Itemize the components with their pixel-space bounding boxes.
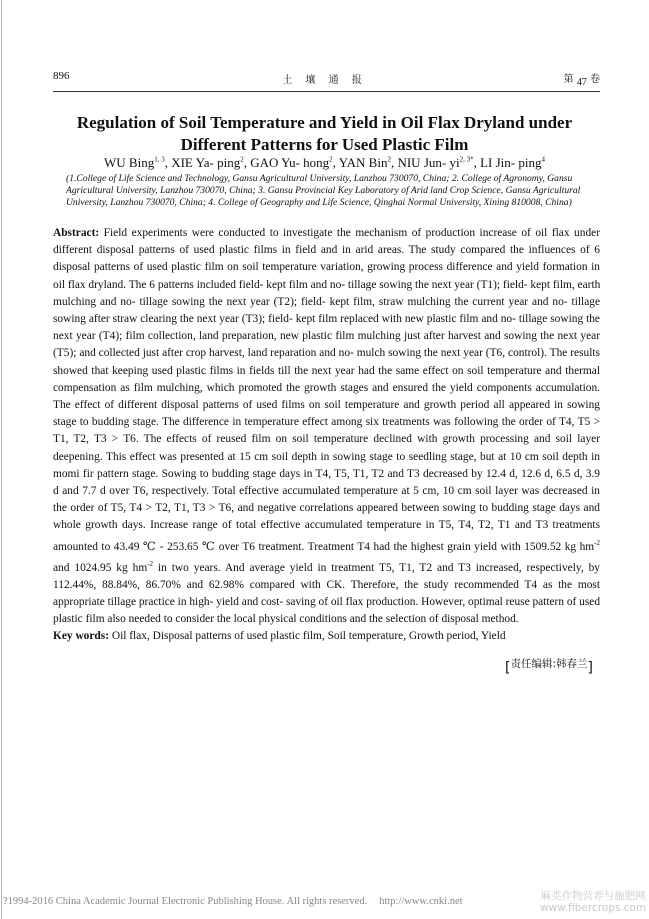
- author-affiliation-mark: 1, 3: [154, 155, 165, 164]
- title-line: Regulation of Soil Temperature and Yield in Oil Flax Dryland under: [76, 113, 573, 132]
- page-number: 896: [53, 70, 70, 82]
- keywords: [53, 628, 600, 645]
- abstract-line: oil flax dryland. The 6 patterns included field- kept film and no- tillage sowing the next year (T1); field- kept film, earth: [53, 278, 601, 291]
- author-name: NIU Jun- yi: [397, 155, 460, 170]
- abstract-line: The effect of different disposal patterns of used films on soil temperature and growth period all appeared in sowing: [53, 399, 600, 412]
- watermark-line: 麻类作物营养与施肥网: [540, 890, 646, 902]
- header-rule: [53, 91, 600, 92]
- responsible-editor: [505, 655, 593, 676]
- abstract-line: deepening. This effect was presented at 15 cm soil depth in sowing stage to seedling stage, but at 10 cm soil depth in: [53, 450, 600, 463]
- abstract-line: compensation as film mulching, which promoted the growth stages and ensured the yield components accumulation.: [53, 381, 600, 394]
- abstract-line: T1, T2, T3 > T6. The effects of reused film on soil temperature declined with growth processing and soil layer: [53, 433, 600, 446]
- superscript: -2: [147, 559, 154, 568]
- cnki-link[interactable]: http://www.cnki.net: [379, 896, 463, 907]
- title-line: Different Patterns for Used Plastic Film: [180, 135, 469, 154]
- abstract-line: appropriate tillage practice in high- yield and cost- saving of oil flax production. However, optimal reuse pattern of used: [53, 595, 601, 608]
- affiliation-line: Agricultural University, Lanzhou 730070, China; 3. Gansu Provincial Key Laboratory of Arid land Crop Science, Gansu Agricultural: [66, 184, 581, 196]
- bracket-close: ]: [587, 660, 593, 676]
- abstract-text: and 1024.95 kg hm: [53, 561, 148, 574]
- author-separator: ,: [164, 155, 172, 170]
- author-affiliation-mark: 2: [387, 155, 391, 164]
- editor-text: 责任编辑:韩春兰: [510, 658, 588, 670]
- abstract-line: [53, 556, 600, 577]
- author-name: LI Jin- ping: [480, 155, 542, 170]
- abstract-line: [53, 225, 600, 242]
- abstract-text: Field experiments were conducted to investigate the mechanism of production increase of oil flax under: [99, 227, 600, 239]
- affiliation-line: University, Lanzhou 730070, China; 4. College of Geography and Life Science, Qinghai Normal University, Xining 810008, China): [66, 196, 572, 208]
- abstract-line: d and 7.7 d over T6, respectively. Total effective accumulated temperature at 5 cm, 10 cm soil layer was decreased in: [53, 485, 600, 498]
- paper-title: [0, 112, 649, 156]
- bracket-open: [: [505, 660, 511, 676]
- author-separator: ,: [243, 155, 251, 170]
- affiliations: [66, 173, 600, 208]
- abstract-line: different disposal patterns of used plastic films in field and in arid areas. The study compared the influences of 6: [53, 244, 600, 257]
- author-affiliation-mark: 2: [240, 155, 244, 164]
- volume-label: [564, 70, 600, 88]
- abstract-line: momi fir pattern stage. Sowing to budding stage days in T4, T5, T1, T2 and T3 decreased by 12.4 d, 12.6 d, 6.5 d, 3.9: [53, 467, 600, 480]
- copyright-text: ?1994-2016 China Academic Journal Electronic Publishing House. All rights reserved.: [3, 896, 368, 907]
- abstract-line: 112.44%, 88.84%, 86.70% and 62.98% compared with CK. Therefore, the study recommended T4 as the most: [53, 578, 600, 591]
- author-name: YAN Bin: [338, 155, 388, 170]
- abstract: [53, 225, 600, 645]
- watermark-line: www.fibercrops.com: [540, 902, 647, 914]
- watermark: [540, 890, 646, 914]
- abstract-label: Abstract:: [53, 227, 100, 239]
- author-separator: ,: [390, 155, 398, 170]
- keywords-label: Key words:: [53, 630, 109, 643]
- affiliation-line: (1.College of Life Science and Technology, Gansu Agricultural University, Lanzhou 730070, China; 2. College of Agronomy, Gansu: [66, 173, 573, 184]
- volume-number: 47: [576, 77, 587, 88]
- superscript: -2: [594, 538, 600, 547]
- author-name: XIE Ya- ping: [171, 155, 241, 170]
- abstract-line: [53, 535, 600, 556]
- abstract-text: amounted to 43.49 ℃ - 253.65 ℃ over T6 treatment. Treatment T4 had the highest grain yield with 1509.52 kg hm: [53, 540, 595, 553]
- abstract-line: the order of T5, T4 > T2, T1, T3 > T6, and negative correlations appeared between sowing to budding stage days and: [53, 502, 600, 515]
- author-affiliation-mark: 2, 3*: [459, 155, 474, 164]
- author-list: [0, 155, 649, 171]
- abstract-line: mulching and no- tillage sowing the next year (T2); field- kept film, straw mulching the current year and no- tillage: [53, 295, 600, 308]
- keywords-text: Oil flax, Disposal patterns of used plastic film, Soil temperature, Growth period, Yield: [109, 630, 506, 643]
- abstract-text: in two years. And average yield in treatment T5, T1, T2 and T3 increased, respectively, by: [153, 561, 600, 574]
- author-affiliation-mark: 2: [329, 155, 333, 164]
- author-affiliation-mark: 4: [541, 155, 545, 164]
- abstract-line: showed that keeping used plastic films in fields till the next year had the same effect on soil temperature and thermal: [53, 364, 600, 377]
- author-name: WU Bing: [104, 155, 155, 170]
- journal-name: 土 壤 通 报: [282, 75, 367, 86]
- copyright-footer: [3, 896, 475, 907]
- author-separator: ,: [332, 155, 339, 170]
- abstract-line: plastic film also needed to consider the local physical conditions and the selection of disposal method.: [53, 613, 519, 626]
- volume-suffix: 卷: [590, 74, 600, 85]
- abstract-line: whole growth days. Increase range of total effective accumulated temperature in T5, T4, T2, T1 and T3 treatments: [53, 519, 600, 532]
- author-separator: ,: [473, 155, 481, 170]
- abstract-line: next year (T4); film collection, land preparation, new plastic film mulching just after harvest and sowing the next year: [53, 330, 600, 343]
- abstract-line: disposal patterns of used plastic film on soil temperature variation, growing process difference and yield formation in: [53, 261, 600, 274]
- author-name: GAO Yu- hong: [250, 155, 330, 170]
- abstract-line: sowing after straw clearing the next year (T3); field- kept film replaced with new plastic film and no- tillage sowing the: [53, 313, 600, 326]
- abstract-line: stage to budding stage. The difference in temperature effect among six treatments was following the order of T4, T5 >: [53, 416, 600, 429]
- abstract-line: (T5); and collected just after crop harvest, land reparation and no- mulch sowing the next year (T6, control). The results: [53, 347, 600, 360]
- volume-prefix: 第: [563, 74, 574, 85]
